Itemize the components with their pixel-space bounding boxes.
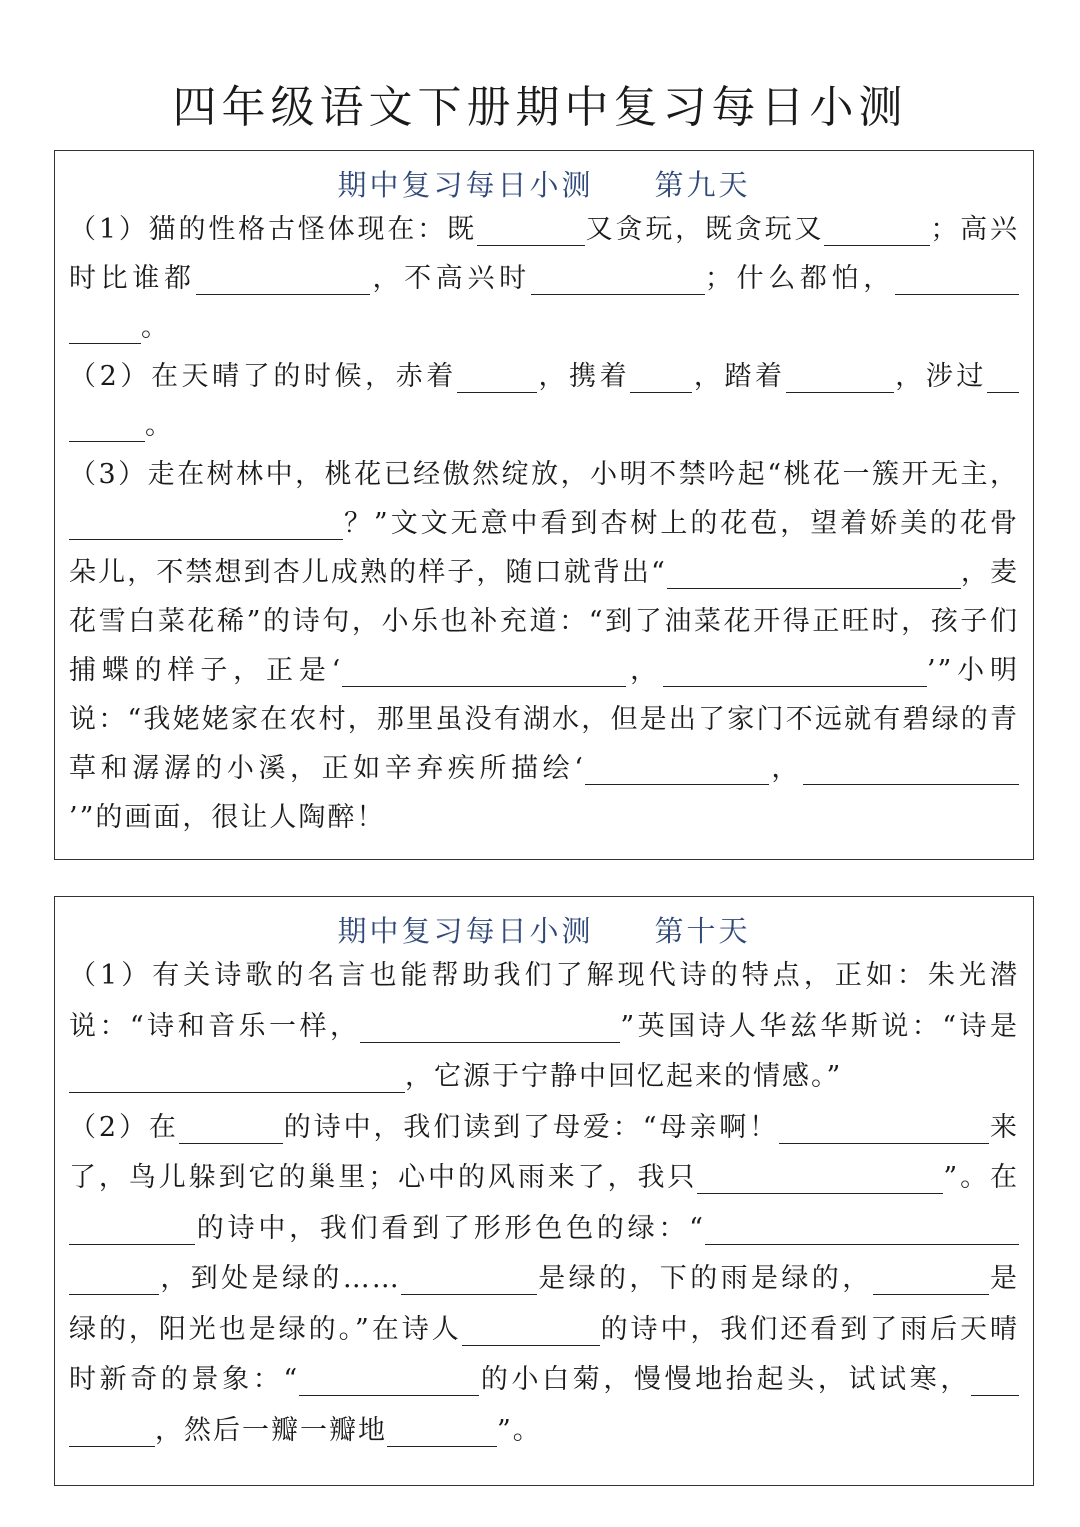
- answer-blank[interactable]: [873, 1264, 989, 1295]
- answer-blank[interactable]: [803, 754, 927, 785]
- quiz-heading: 期中复习每日小测 第九天: [337, 168, 751, 202]
- question-2: （2）在天晴了的时候，赤着 ，携着 ，踏着 ，涉过。: [69, 352, 1019, 450]
- answer-blank[interactable]: [462, 1315, 600, 1346]
- answer-blank[interactable]: [69, 1264, 159, 1295]
- question-1: （1）猫的性格古怪体现在：既 又贪玩，既贪玩又 ；高兴时比谁都 ，不高兴时 ；什么都怕，。: [69, 214, 1020, 343]
- quiz-content: [69, 205, 1019, 842]
- quiz-content: [69, 951, 1019, 1456]
- answer-blank[interactable]: [779, 1113, 989, 1144]
- answer-blank[interactable]: [342, 656, 626, 687]
- answer-blank[interactable]: [697, 1163, 943, 1194]
- answer-blank[interactable]: [705, 1214, 1019, 1245]
- question-2: （2）在 的诗中，我们读到了母爱：“母亲啊！ 来了，鸟儿躲到它的巢里；心中的风雨来了，我只 ”。在的诗中，我们看到了形形色色的绿：“，到处是绿的…… 是绿的，下的雨是绿的， 是绿的，阳光也是绿的。”在诗人 的诗中，我们还看到了雨后天晴时新奇的景象：“ 的小白菊，慢慢地抬起头，试试寒，，然后一瓣一瓣地 ”。: [69, 1111, 1020, 1446]
- answer-blank[interactable]: [69, 1416, 155, 1447]
- answer-blank[interactable]: [531, 264, 705, 295]
- answer-blank[interactable]: [786, 362, 894, 393]
- answer-blank[interactable]: [457, 362, 537, 393]
- quiz-box-day-9: [54, 150, 1034, 860]
- answer-blank[interactable]: [987, 362, 1019, 393]
- answer-blank[interactable]: [663, 656, 927, 687]
- question-1: （1）有关诗歌的名言也能帮助我们了解现代诗的特点，正如：朱光潜说：“诗和音乐一样， ”英国诗人华兹华斯说：“诗是，它源于宁静中回忆起来的情感。”: [69, 960, 1019, 1092]
- answer-blank[interactable]: [69, 509, 343, 540]
- answer-blank[interactable]: [585, 754, 769, 785]
- quiz-box-day-10: [54, 896, 1034, 1486]
- answer-blank[interactable]: [69, 1062, 161, 1093]
- answer-blank[interactable]: [927, 754, 1019, 785]
- answer-blank[interactable]: [387, 1416, 497, 1447]
- answer-blank[interactable]: [161, 1062, 405, 1093]
- answer-blank[interactable]: [667, 558, 961, 589]
- answer-blank[interactable]: [179, 1113, 283, 1144]
- answer-blank[interactable]: [630, 362, 692, 393]
- answer-blank[interactable]: [895, 264, 1019, 295]
- answer-blank[interactable]: [401, 1264, 537, 1295]
- question-3: （3）走在树林中，桃花已经傲然绽放，小明不禁吟起“桃花一簇开无主，？”文文无意中看到杏树上的花苞，望着娇美的花骨朵儿，不禁想到杏儿成熟的样子，随口就背出“ ，麦花雪白菜花稀”的诗句，小乐也补充道：“到了油菜花开得正旺时，孩子们捕蝶的样子，正是‘ ， ’”小明说：“我姥姥家在农村，那里虽没有湖水，但是出了家门不远就有碧绿的青草和潺潺的小溪，正如辛弃疾所描绘‘ ，’”的画面，很让人陶醉！: [69, 459, 1019, 833]
- answer-blank[interactable]: [69, 411, 145, 442]
- answer-blank[interactable]: [69, 1214, 195, 1245]
- answer-blank[interactable]: [360, 1012, 620, 1043]
- page-title: 四年级语文下册期中复习每日小测: [172, 82, 908, 133]
- answer-blank[interactable]: [196, 264, 370, 295]
- answer-blank[interactable]: [299, 1365, 479, 1396]
- answer-blank[interactable]: [971, 1365, 1019, 1396]
- answer-blank[interactable]: [69, 313, 141, 344]
- answer-blank[interactable]: [824, 215, 930, 246]
- quiz-heading: 期中复习每日小测 第十天: [337, 914, 751, 948]
- answer-blank[interactable]: [477, 215, 585, 246]
